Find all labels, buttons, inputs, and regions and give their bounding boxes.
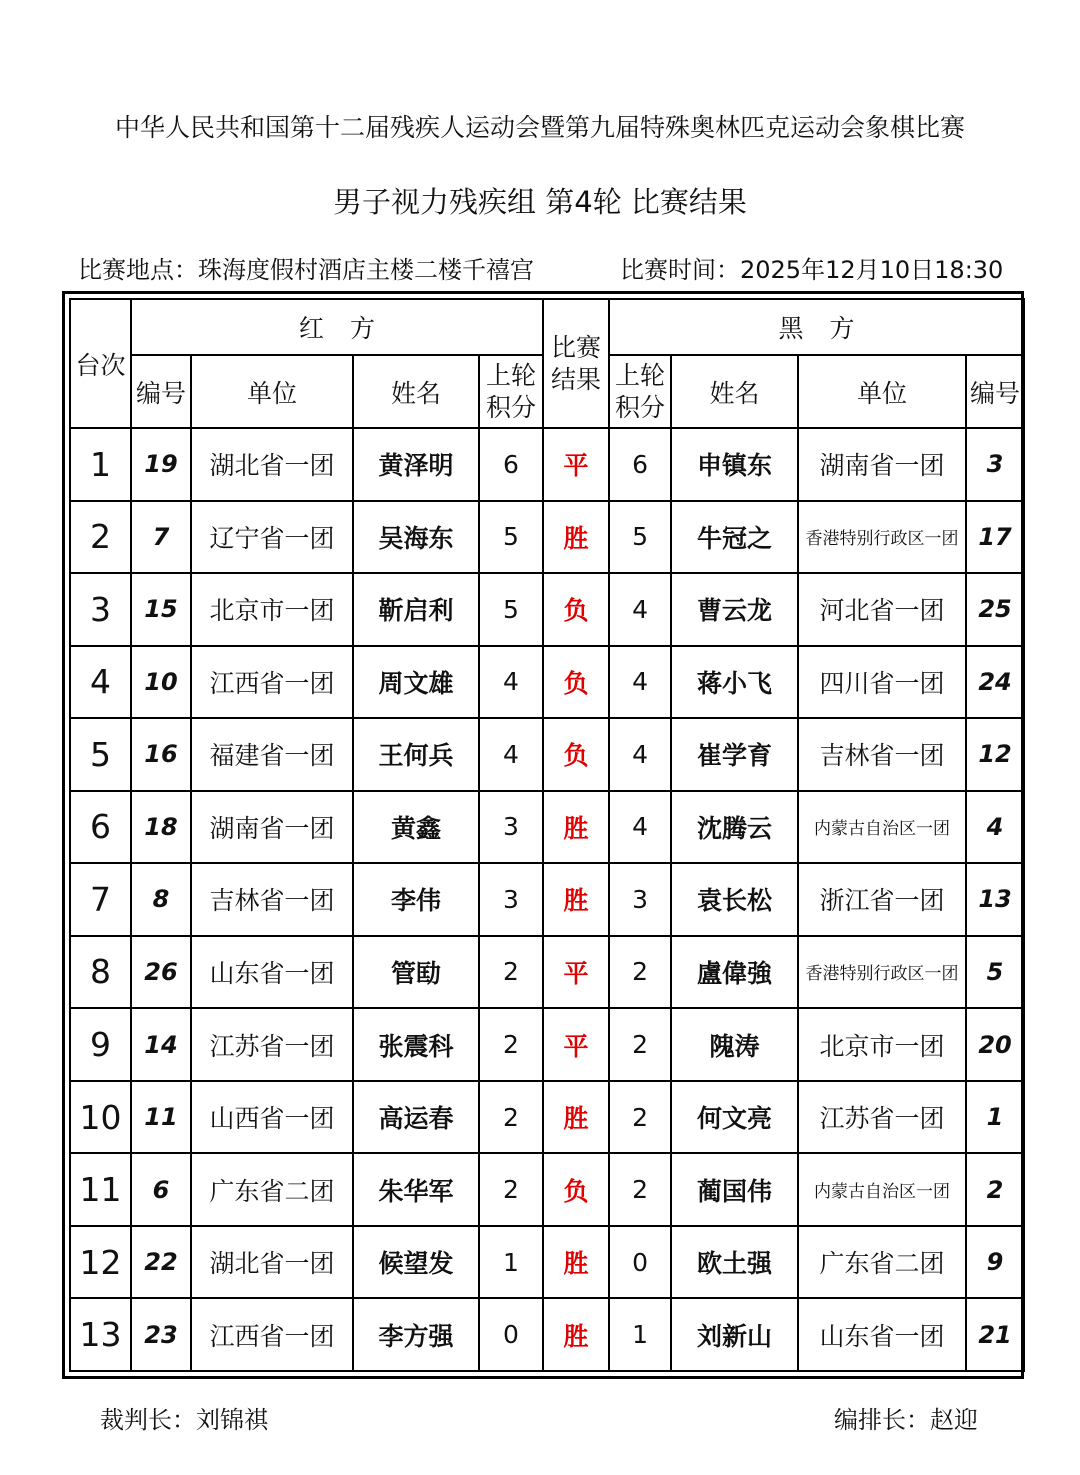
red-number-cell: 6 <box>131 1153 191 1226</box>
black-name-cell: 蔺国伟 <box>671 1153 798 1226</box>
black-prev-score-cell: 5 <box>609 501 671 574</box>
red-number-cell: 7 <box>131 501 191 574</box>
black-unit-cell: 内蒙古自治区一团 <box>798 791 966 864</box>
red-number-cell: 16 <box>131 718 191 791</box>
black-name-cell: 欧土强 <box>671 1226 798 1299</box>
black-number-cell: 4 <box>966 791 1024 864</box>
black-number-cell: 9 <box>966 1226 1024 1299</box>
black-number-cell: 20 <box>966 1008 1024 1081</box>
black-unit-cell: 香港特别行政区一团 <box>798 501 966 574</box>
black-prev-score-cell: 3 <box>609 863 671 936</box>
header-result <box>543 299 609 428</box>
red-unit-cell: 江苏省一团 <box>191 1008 353 1081</box>
result-cell: 平 <box>543 936 609 1009</box>
red-number-cell: 15 <box>131 573 191 646</box>
table-row <box>70 1226 1024 1299</box>
header-red-unit: 单位 <box>191 355 353 428</box>
red-name-cell: 候望发 <box>353 1226 479 1299</box>
result-cell: 胜 <box>543 1298 609 1371</box>
black-prev-score-cell: 2 <box>609 1153 671 1226</box>
red-prev-score-cell: 2 <box>479 936 543 1009</box>
black-number-cell: 3 <box>966 428 1024 501</box>
black-name-cell: 蒋小飞 <box>671 646 798 719</box>
black-unit-cell: 广东省二团 <box>798 1226 966 1299</box>
red-name-cell: 王何兵 <box>353 718 479 791</box>
result-cell: 胜 <box>543 501 609 574</box>
black-prev-score-cell: 4 <box>609 646 671 719</box>
red-number-cell: 10 <box>131 646 191 719</box>
black-prev-score-cell: 1 <box>609 1298 671 1371</box>
board-number-cell: 3 <box>70 573 131 646</box>
table-row <box>70 646 1024 719</box>
black-prev-score-cell: 4 <box>609 573 671 646</box>
board-number-cell: 7 <box>70 863 131 936</box>
header-black-prev-score <box>609 355 671 428</box>
black-prev-score-cell: 2 <box>609 1008 671 1081</box>
board-number-cell: 11 <box>70 1153 131 1226</box>
table-row <box>70 936 1024 1009</box>
result-cell: 胜 <box>543 1226 609 1299</box>
results-table <box>69 298 1025 1372</box>
red-prev-score-cell: 3 <box>479 791 543 864</box>
black-number-cell: 5 <box>966 936 1024 1009</box>
red-prev-score-cell: 4 <box>479 718 543 791</box>
black-number-cell: 21 <box>966 1298 1024 1371</box>
black-unit-cell: 香港特别行政区一团 <box>798 936 966 1009</box>
red-number-cell: 8 <box>131 863 191 936</box>
table-row <box>70 501 1024 574</box>
red-name-cell: 高运春 <box>353 1081 479 1154</box>
red-unit-cell: 辽宁省一团 <box>191 501 353 574</box>
header-board: 台次 <box>70 299 131 428</box>
black-prev-score-cell: 4 <box>609 718 671 791</box>
black-number-cell: 13 <box>966 863 1024 936</box>
red-unit-cell: 福建省一团 <box>191 718 353 791</box>
board-number-cell: 4 <box>70 646 131 719</box>
board-number-cell: 8 <box>70 936 131 1009</box>
header-red-prev-score-text: 上轮积分 <box>485 360 536 422</box>
black-prev-score-cell: 6 <box>609 428 671 501</box>
black-prev-score-cell: 2 <box>609 936 671 1009</box>
red-unit-cell: 山西省一团 <box>191 1081 353 1154</box>
result-cell: 平 <box>543 428 609 501</box>
red-prev-score-cell: 3 <box>479 863 543 936</box>
table-row <box>70 428 1024 501</box>
board-number-cell: 1 <box>70 428 131 501</box>
board-number-cell: 6 <box>70 791 131 864</box>
black-number-cell: 12 <box>966 718 1024 791</box>
red-name-cell: 吴海东 <box>353 501 479 574</box>
black-number-cell: 2 <box>966 1153 1024 1226</box>
black-unit-cell: 四川省一团 <box>798 646 966 719</box>
board-number-cell: 12 <box>70 1226 131 1299</box>
result-cell: 胜 <box>543 791 609 864</box>
red-prev-score-cell: 4 <box>479 646 543 719</box>
result-cell: 负 <box>543 718 609 791</box>
board-number-cell: 13 <box>70 1298 131 1371</box>
red-prev-score-cell: 5 <box>479 573 543 646</box>
red-prev-score-cell: 1 <box>479 1226 543 1299</box>
red-unit-cell: 江西省一团 <box>191 646 353 719</box>
red-number-cell: 22 <box>131 1226 191 1299</box>
result-cell: 负 <box>543 1153 609 1226</box>
chief-referee: 裁判长：刘锦祺 <box>100 1406 268 1434</box>
black-name-cell: 隗涛 <box>671 1008 798 1081</box>
board-number-cell: 10 <box>70 1081 131 1154</box>
header-black-number: 编号 <box>966 355 1024 428</box>
red-unit-cell: 山东省一团 <box>191 936 353 1009</box>
header-black-side: 黑方 <box>609 299 1024 355</box>
black-unit-cell: 内蒙古自治区一团 <box>798 1153 966 1226</box>
red-name-cell: 朱华军 <box>353 1153 479 1226</box>
header-red-side: 红方 <box>131 299 543 355</box>
black-unit-cell: 吉林省一团 <box>798 718 966 791</box>
red-name-cell: 黄泽明 <box>353 428 479 501</box>
black-name-cell: 申镇东 <box>671 428 798 501</box>
red-prev-score-cell: 0 <box>479 1298 543 1371</box>
red-number-cell: 18 <box>131 791 191 864</box>
result-cell: 负 <box>543 573 609 646</box>
black-unit-cell: 湖南省一团 <box>798 428 966 501</box>
table-row <box>70 1008 1024 1081</box>
red-name-cell: 张震科 <box>353 1008 479 1081</box>
table-row <box>70 863 1024 936</box>
red-name-cell: 周文雄 <box>353 646 479 719</box>
red-prev-score-cell: 6 <box>479 428 543 501</box>
black-number-cell: 1 <box>966 1081 1024 1154</box>
red-unit-cell: 湖南省一团 <box>191 791 353 864</box>
black-name-cell: 何文亮 <box>671 1081 798 1154</box>
red-number-cell: 19 <box>131 428 191 501</box>
red-prev-score-cell: 5 <box>479 501 543 574</box>
black-unit-cell: 河北省一团 <box>798 573 966 646</box>
header-red-number: 编号 <box>131 355 191 428</box>
black-unit-cell: 浙江省一团 <box>798 863 966 936</box>
table-row <box>70 1153 1024 1226</box>
result-cell: 负 <box>543 646 609 719</box>
black-name-cell: 沈腾云 <box>671 791 798 864</box>
page-title: 中华人民共和国第十二届残疾人运动会暨第九届特殊奥林匹克运动会象棋比赛 <box>114 113 965 142</box>
red-unit-cell: 北京市一团 <box>191 573 353 646</box>
red-prev-score-cell: 2 <box>479 1008 543 1081</box>
black-name-cell: 袁长松 <box>671 863 798 936</box>
table-row <box>70 573 1024 646</box>
red-name-cell: 靳启利 <box>353 573 479 646</box>
red-number-cell: 23 <box>131 1298 191 1371</box>
table-row <box>70 791 1024 864</box>
black-number-cell: 17 <box>966 501 1024 574</box>
red-number-cell: 11 <box>131 1081 191 1154</box>
red-number-cell: 26 <box>131 936 191 1009</box>
red-unit-cell: 吉林省一团 <box>191 863 353 936</box>
header-black-unit: 单位 <box>798 355 966 428</box>
red-name-cell: 黄鑫 <box>353 791 479 864</box>
board-number-cell: 2 <box>70 501 131 574</box>
black-unit-cell: 北京市一团 <box>798 1008 966 1081</box>
black-prev-score-cell: 4 <box>609 791 671 864</box>
red-unit-cell: 湖北省一团 <box>191 1226 353 1299</box>
red-prev-score-cell: 2 <box>479 1081 543 1154</box>
red-prev-score-cell: 2 <box>479 1153 543 1226</box>
red-number-cell: 14 <box>131 1008 191 1081</box>
red-unit-cell: 江西省一团 <box>191 1298 353 1371</box>
black-name-cell: 盧偉強 <box>671 936 798 1009</box>
black-name-cell: 刘新山 <box>671 1298 798 1371</box>
table-row <box>70 1298 1024 1371</box>
result-rows <box>70 428 1024 1371</box>
black-name-cell: 曹云龙 <box>671 573 798 646</box>
page-subtitle: 男子视力残疾组 第4轮 比赛结果 <box>333 185 747 219</box>
header-black-name: 姓名 <box>671 355 798 428</box>
time-text: 比赛时间：2025年12月10日18:30 <box>620 256 1004 284</box>
chief-arbiter: 编排长：赵迎 <box>834 1406 978 1434</box>
board-number-cell: 5 <box>70 718 131 791</box>
header-red-name: 姓名 <box>353 355 479 428</box>
result-cell: 胜 <box>543 1081 609 1154</box>
red-name-cell: 李方强 <box>353 1298 479 1371</box>
black-number-cell: 24 <box>966 646 1024 719</box>
result-cell: 平 <box>543 1008 609 1081</box>
black-prev-score-cell: 0 <box>609 1226 671 1299</box>
header-black-prev-score-text: 上轮积分 <box>615 360 666 422</box>
red-name-cell: 管劻 <box>353 936 479 1009</box>
board-number-cell: 9 <box>70 1008 131 1081</box>
red-name-cell: 李伟 <box>353 863 479 936</box>
black-unit-cell: 山东省一团 <box>798 1298 966 1371</box>
header-result-text: 比赛结果 <box>551 332 602 394</box>
black-name-cell: 崔学育 <box>671 718 798 791</box>
black-unit-cell: 江苏省一团 <box>798 1081 966 1154</box>
table-row <box>70 718 1024 791</box>
black-prev-score-cell: 2 <box>609 1081 671 1154</box>
header-red-prev-score <box>479 355 543 428</box>
red-unit-cell: 广东省二团 <box>191 1153 353 1226</box>
black-name-cell: 牛冠之 <box>671 501 798 574</box>
result-cell: 胜 <box>543 863 609 936</box>
red-unit-cell: 湖北省一团 <box>191 428 353 501</box>
table-row <box>70 1081 1024 1154</box>
results-table-frame <box>62 291 1024 1379</box>
black-number-cell: 25 <box>966 573 1024 646</box>
venue-text: 比赛地点：珠海度假村酒店主楼二楼千禧宫 <box>78 256 534 284</box>
